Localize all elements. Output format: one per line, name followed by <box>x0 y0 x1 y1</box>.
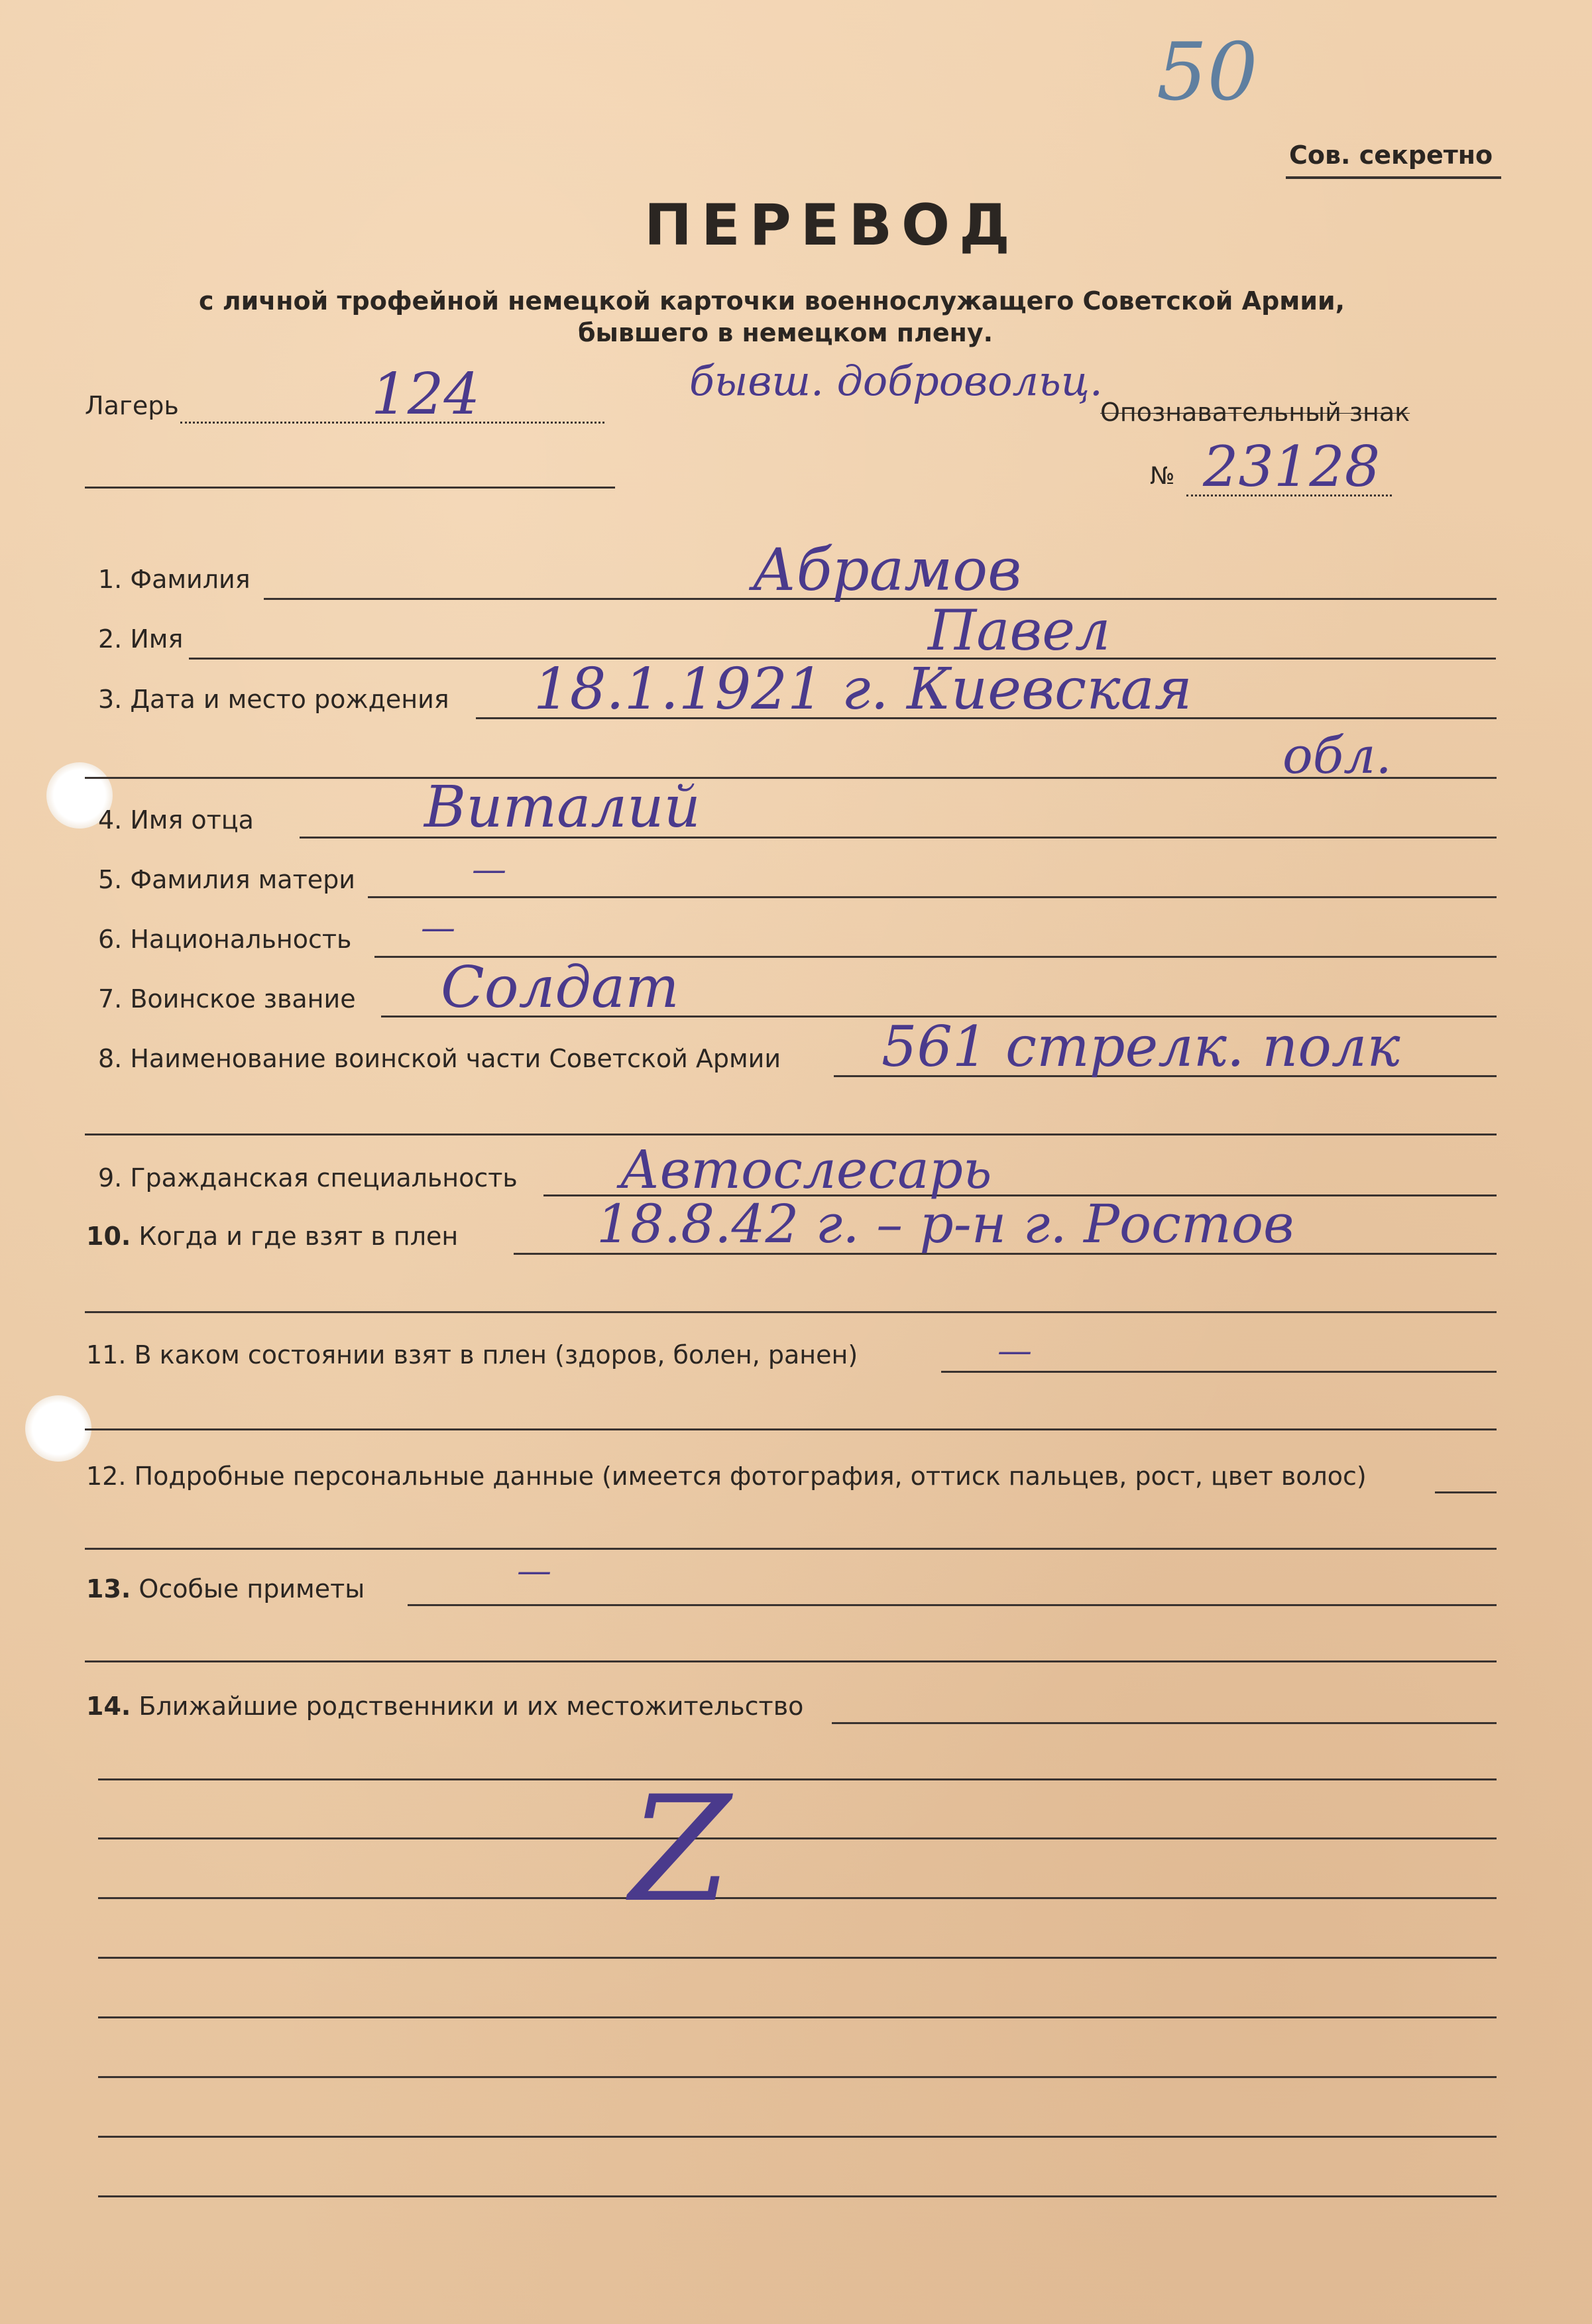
blank-line <box>98 1957 1497 1959</box>
field-3-label: 3. Дата и место рождения <box>98 685 449 714</box>
id-number-value: 23128 <box>1203 434 1381 499</box>
id-mark-label: Опознавательный знак <box>1100 398 1410 427</box>
field-13-label: 13. Особые приметы <box>86 1574 365 1603</box>
field-11-line <box>941 1371 1497 1373</box>
field-9-label: 9. Гражданская специальность <box>98 1163 518 1192</box>
field-12-line <box>1435 1491 1497 1493</box>
camp-label: Лагерь <box>85 391 179 420</box>
field-11-continuation-line <box>85 1428 1497 1430</box>
pencil-number: 50 <box>1157 27 1258 119</box>
page-title: ПЕРЕВОД <box>644 192 1019 259</box>
field-12-continuation-line <box>85 1548 1497 1550</box>
field-13-line <box>408 1604 1497 1606</box>
field-10-label: 10. Когда и где взят в плен <box>86 1222 459 1251</box>
field-5-label: 5. Фамилия матери <box>98 865 355 894</box>
field-5-value: — <box>472 850 506 890</box>
blank-line <box>98 1897 1497 1899</box>
punch-hole-lower <box>25 1395 91 1462</box>
field-14-label: 14. Ближайшие родственники и их местожительство <box>86 1692 804 1721</box>
field-11-label: 11. В каком состоянии взят в плен (здоров, болен, ранен) <box>86 1340 858 1369</box>
field-8-continuation-line <box>85 1133 1497 1135</box>
field-8-value: 561 стрелк. полк <box>881 1014 1400 1079</box>
field-9-value: Автослесарь <box>620 1139 992 1200</box>
field-3-value-continued: обл. <box>1282 726 1392 785</box>
blank-line <box>98 2016 1497 2018</box>
field-10-value: 18.8.42 г. – р-н г. Ростов <box>597 1193 1294 1255</box>
field-11-value: — <box>997 1331 1032 1371</box>
blank-line <box>98 1837 1497 1839</box>
field-4-label: 4. Имя отца <box>98 805 254 835</box>
field-7-value: Солдат <box>441 955 679 1021</box>
field-7-label: 7. Воинское звание <box>98 984 356 1014</box>
field-10-continuation-line <box>85 1311 1497 1313</box>
field-12-label: 12. Подробные персональные данные (имеется фотография, оттиск пальцев, рост, цвет волос) <box>86 1462 1367 1491</box>
field-13-continuation-line <box>85 1660 1497 1662</box>
number-sign: № <box>1150 463 1175 490</box>
field-1-value: Абрамов <box>752 536 1022 604</box>
classification-underline <box>1286 176 1501 179</box>
camp-value: 124 <box>371 361 481 428</box>
subtitle-line-1: с личной трофейной немецкой карточки военнослужащего Советской Армии, <box>199 286 1345 316</box>
field-1-label: 1. Фамилия <box>98 565 251 594</box>
subtitle-line-2: бывшего в немецком плену. <box>578 318 994 347</box>
field-6-value: — <box>421 908 455 948</box>
field-2-value: Павел <box>928 598 1111 663</box>
classification-label: Сов. секретно <box>1289 141 1493 170</box>
camp-second-line <box>85 487 615 489</box>
blank-line <box>98 2136 1497 2138</box>
field-6-label: 6. Национальность <box>98 925 352 954</box>
field-14-line <box>832 1722 1497 1724</box>
z-cancel-mark: Z <box>630 1765 731 1934</box>
field-4-value: Виталий <box>424 774 701 841</box>
blank-line <box>98 1778 1497 1780</box>
blank-line <box>98 2076 1497 2078</box>
field-5-line <box>368 896 1497 898</box>
blank-line <box>98 2195 1497 2197</box>
field-3-value: 18.1.1921 г. Киевская <box>534 656 1192 723</box>
field-2-label: 2. Имя <box>98 624 184 654</box>
field-8-label: 8. Наименование воинской части Советской Армии <box>98 1044 781 1073</box>
camp-note: бывш. добровольц. <box>689 357 1103 405</box>
field-13-value: — <box>517 1551 551 1591</box>
